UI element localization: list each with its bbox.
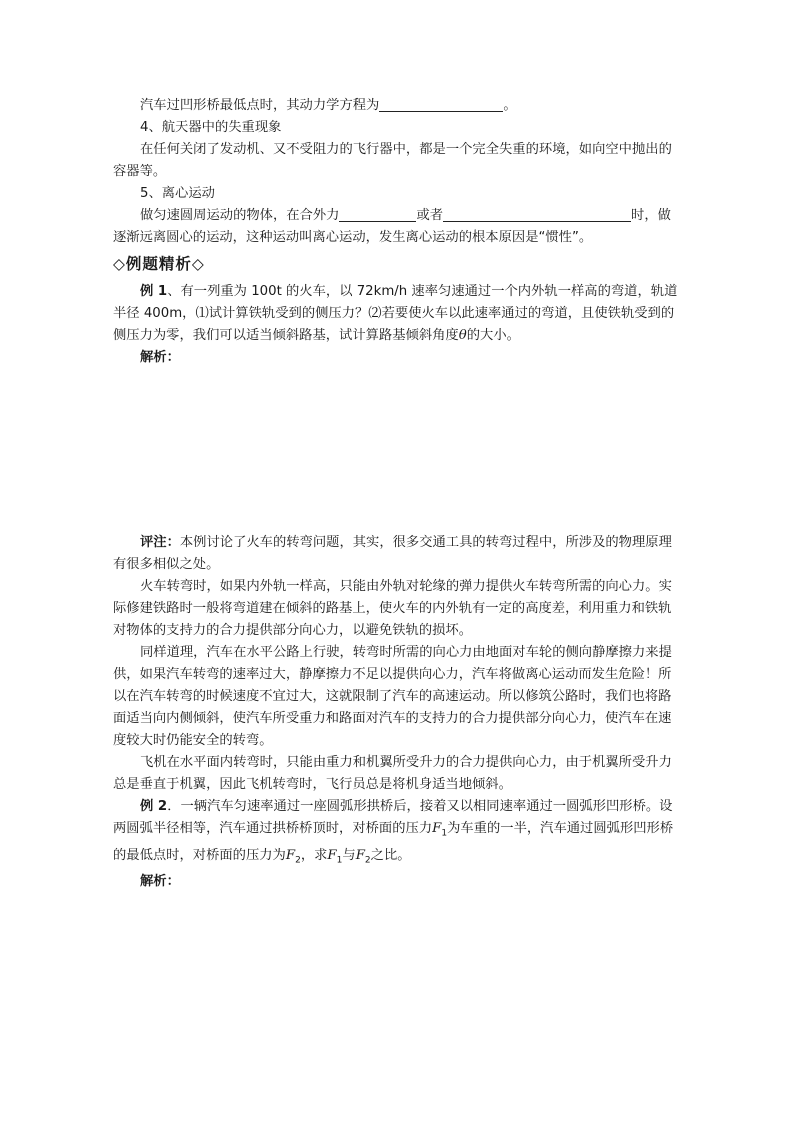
centrifugal-text-a: 做匀速圆周运动的物体，在合外力: [140, 208, 340, 223]
comment-paragraph-3: 同样道理，汽车在水平公路上行驶，转弯时所需的向心力由地面对车轮的侧向静摩擦力来提供，如果汽车转弯的速率过大，静摩擦力不足以提供向心力，汽车将做离心运动而发生危险！所以在汽车转弯的时候速度不宜过大，这就限制了汽车的高速运动。所以修筑公路时，我们也将路面适当向内侧倾斜，使汽车所受重力和路面对汽车的支持力的合力提供部分向心力，使汽车在速度较大时仍能安全的转弯。: [113, 645, 672, 748]
weightlessness-paragraph: 在任何关闭了发动机、又不受阻力的飞行器中，都是一个完全失重的环境，如向空中抛出的容器等。: [113, 142, 672, 179]
example-2-text-e: 之比。: [370, 847, 411, 863]
example-2-label: 例 2: [140, 799, 168, 814]
example-1-analysis-label: 解析：: [140, 350, 180, 365]
heading-weightlessness: 4、航天器中的失重现象: [140, 120, 282, 135]
answer-blank-1[interactable]: [379, 97, 503, 112]
comment-paragraph-2: 火车转弯时，如果内外轨一样高，只能由外轨对轮缘的弹力提供火车转弯所需的向心力。实际修建铁路时一般将弯道建在倾斜的路基上，使火车的内外轨有一定的高度差，利用重力和铁轨对物体的支持力的合力提供部分向心力，以避免铁轨的损坏。: [113, 579, 672, 638]
example-2-analysis-label: 解析：: [140, 874, 180, 890]
example-2-paragraph: [113, 796, 683, 871]
answer-space-1: [113, 369, 683, 532]
comment-paragraph-1: [113, 532, 683, 576]
example-1-text-b: 的大小。: [466, 328, 520, 343]
force-f1-subscript-2: 1: [336, 855, 343, 866]
section-title: ◇例题精析◇: [113, 255, 205, 273]
centrifugal-paragraph: [113, 205, 683, 249]
comment-text-1: 本例讨论了火车的转弯问题，其实，很多交通工具的转弯过程中，所涉及的物理原理有很多相似之处。: [113, 535, 672, 572]
force-f2-symbol: F: [285, 847, 296, 863]
force-f2-symbol-2: F: [355, 847, 365, 863]
force-f2-subscript-2: 2: [364, 855, 371, 866]
example-1-paragraph: [113, 281, 683, 347]
concave-bridge-text: 汽车过凹形桥最低点时，其动力学方程为: [140, 98, 380, 113]
centrifugal-text-c: 时，做逐渐远离圆心的运动，这种运动叫离心运动，发生离心运动的根本原因是“惯性”。: [113, 208, 671, 245]
example-2-text-b: 为车重的一半，汽车通过圆弧形凹形桥的最低点时，对桥面的压力为: [113, 821, 674, 863]
comment-label: 评注：: [140, 535, 180, 550]
theta-symbol: θ: [458, 328, 467, 343]
answer-blank-2[interactable]: [339, 207, 416, 222]
force-f2-subscript: 2: [295, 855, 301, 866]
example-2-text-a: ．一辆汽车匀速率通过一座圆弧形拱桥后，接着又以相同速率通过一圆弧形凹形桥。设两圆弧半径相等，汽车通过拱桥桥顶时，对桥面的压力: [113, 799, 673, 836]
concave-bridge-line: [113, 95, 683, 117]
force-f1-symbol: F: [432, 821, 442, 836]
heading-centrifugal: 5、离心运动: [140, 186, 215, 201]
force-f1-subscript: 1: [441, 828, 448, 839]
document-content: [113, 95, 683, 893]
comment-paragraph-4: 飞机在水平面内转弯时，只能由重力和机翼所受升力的合力提供向心力，由于机翼所受升力总是垂直于机翼，因此飞机转弯时，飞行员总是将机身适当地倾斜。: [113, 755, 672, 792]
force-f1-symbol-2: F: [327, 847, 337, 863]
example-2-text-c: ，求: [300, 847, 328, 863]
example-1-text-a: 、有一列重为 100t 的火车，以 72km/h 速率匀速通过一个内外轨一样高的弯道，轨道半径 400m，⑴试计算铁轨受到的侧压力？⑵若要使火车以此速率通过的弯道，且使铁轨受到的侧压力为零，我们可以适当倾斜路基，试计算路基倾斜角度: [113, 284, 678, 343]
example-1-label: 例 1: [140, 284, 168, 299]
centrifugal-text-b: 或者: [416, 208, 444, 223]
answer-blank-3[interactable]: [443, 207, 631, 222]
concave-bridge-end: 。: [503, 98, 517, 113]
example-2-text-d: 与: [342, 847, 356, 863]
